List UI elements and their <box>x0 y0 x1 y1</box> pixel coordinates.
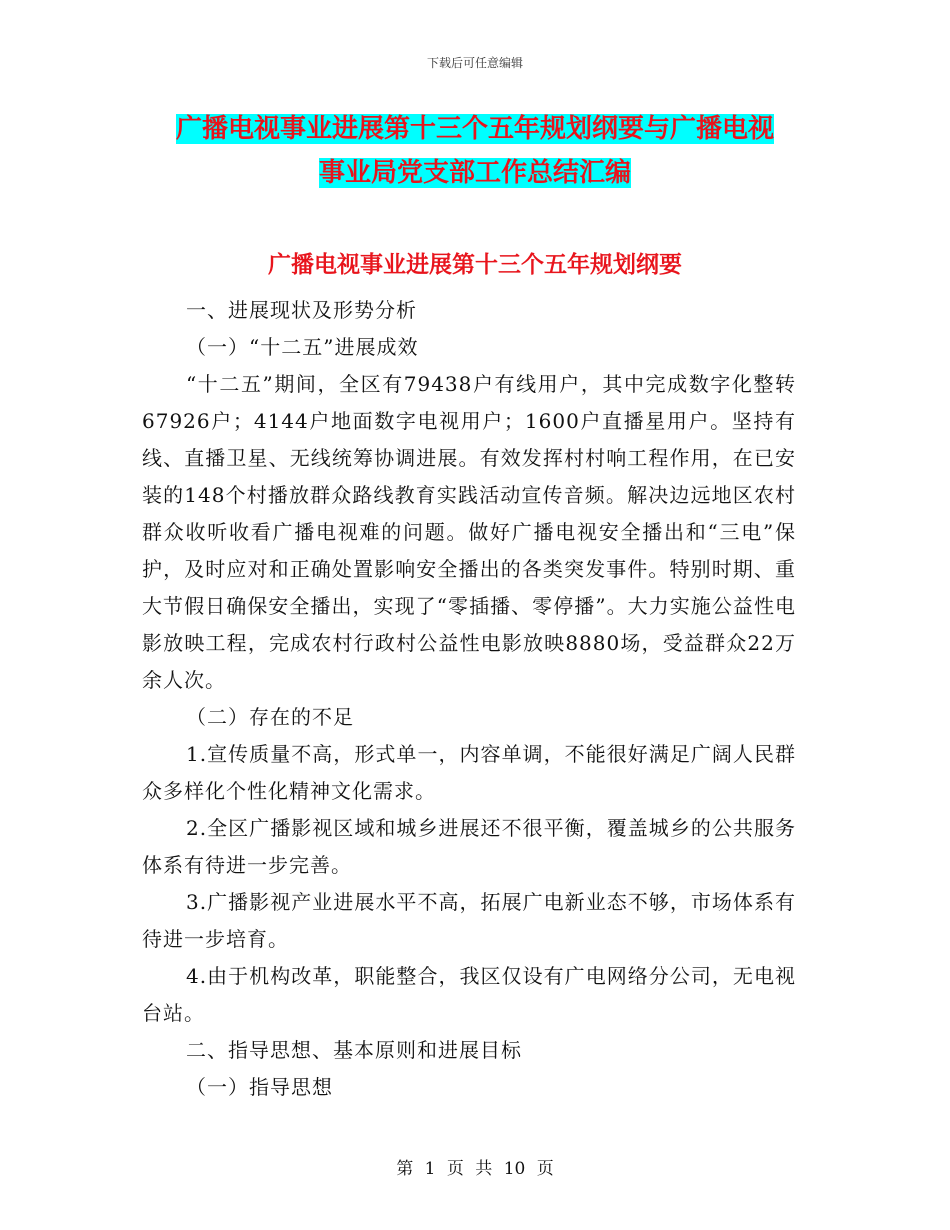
header-note: 下载后可任意编辑 <box>426 56 523 70</box>
heading-level-2: （一）指导思想 <box>186 1075 333 1099</box>
document-title <box>140 107 810 195</box>
page-footer: 第 1 页 共 10 页 <box>396 1159 554 1179</box>
list-item: 2.全区广播影视区域和城乡进展还不很平衡，覆盖城乡的公共服务体系有待进一步完善。 <box>142 816 796 877</box>
document-title-line-1: 广播电视事业进展第十三个五年规划纲要与广播电视 <box>175 114 774 144</box>
heading-level-2: （二）存在的不足 <box>186 705 354 729</box>
document-title-line-2: 事业局党支部工作总结汇编 <box>318 158 631 188</box>
list-item: 1.宣传质量不高，形式单一，内容单调，不能很好满足广阔人民群众多样化个性化精神文化需求。 <box>142 742 796 803</box>
list-item: 4.由于机构改革，职能整合，我区仅设有广电网络分公司，无电视台站。 <box>142 964 796 1025</box>
body-paragraph: “十二五”期间，全区有79438户有线用户，其中完成数字化整转67926户；4144户地面数字电视用户；1600户直播星用户。坚持有线、直播卫星、无线统筹协调进展。有效发挥村村响工程作用，在已安装的148个村播放群众路线教育实践活动宣传音频。解决边远地区农村群众收听收看广播电视难的问题。做好广播电视安全播出和“三电”保护，及时应对和正确处置影响安全播出的各类突发事件。特别时期、重大节假日确保安全播出，实现了“零插播、零停播”。大力实施公益性电影放映工程，完成农村行政村公益性电影放映8880场，受益群众22万余人次。 <box>142 372 796 692</box>
list-item: 3.广播影视产业进展水平不高，拓展广电新业态不够，市场体系有待进一步培育。 <box>142 890 796 951</box>
heading-level-1: 一、进展现状及形势分析 <box>186 298 417 322</box>
section-title: 广播电视事业进展第十三个五年规划纲要 <box>268 252 682 278</box>
document-body <box>142 292 796 1106</box>
heading-level-1: 二、指导思想、基本原则和进展目标 <box>186 1038 522 1062</box>
heading-level-2: （一）“十二五”进展成效 <box>186 335 419 359</box>
